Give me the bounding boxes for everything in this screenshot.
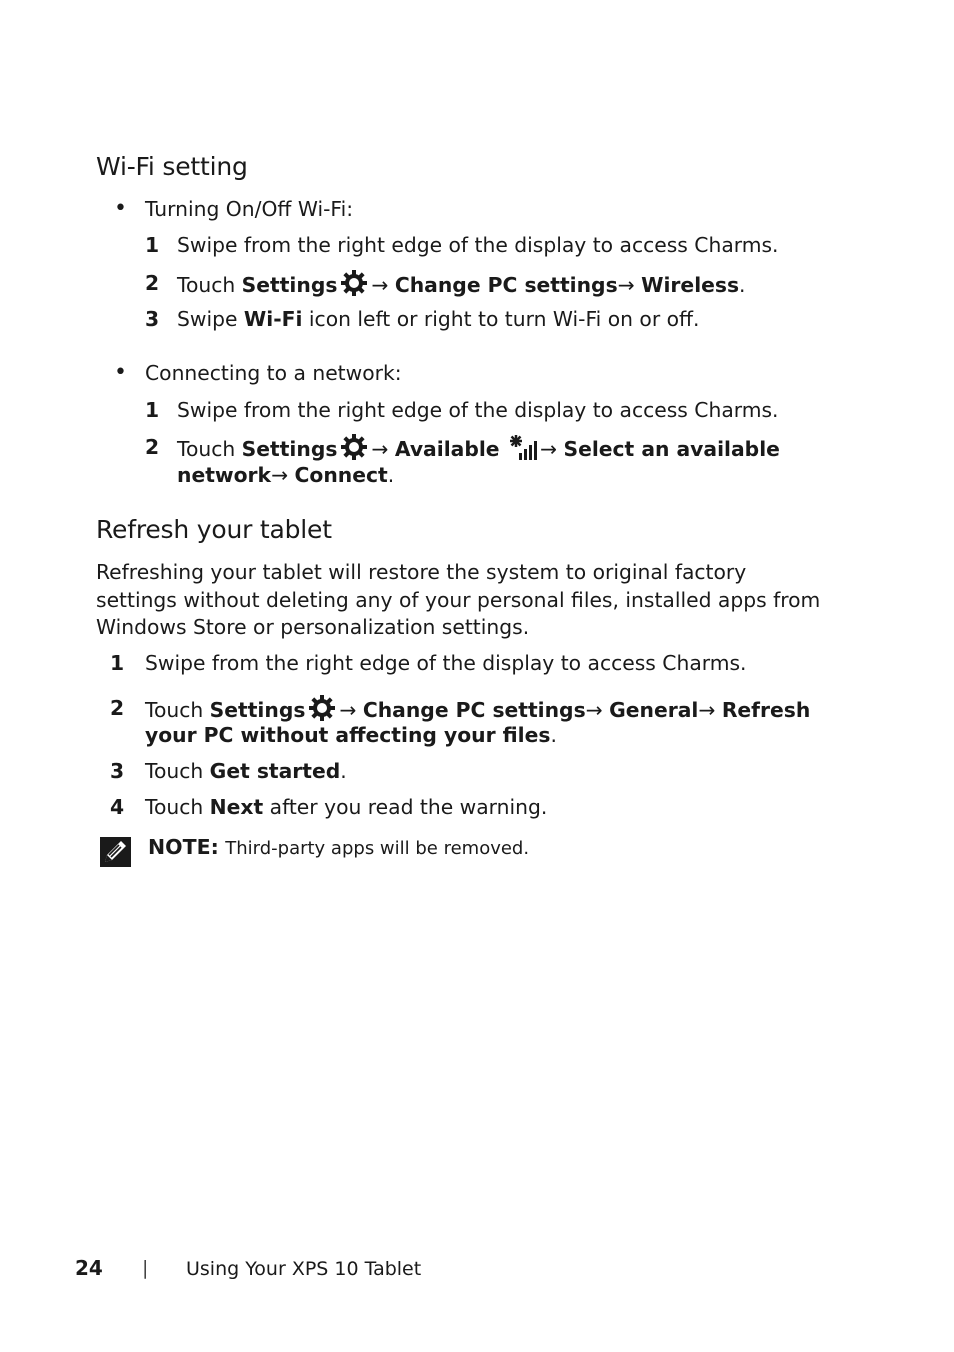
get-started-label: Get started	[209, 759, 341, 783]
step-number: 3	[145, 307, 160, 331]
step-text	[177, 433, 780, 463]
settings-label: Settings	[241, 437, 338, 461]
paragraph-line: settings without deleting any of your personal files, installed apps from	[96, 588, 821, 612]
arrow: →	[271, 463, 289, 487]
step-number: 3	[110, 759, 125, 783]
footer-title: Using Your XPS 10 Tablet	[186, 1258, 422, 1280]
touch-word: Touch	[177, 273, 236, 297]
arrow: →	[339, 698, 357, 722]
refresh-section-heading: Refresh your tablet	[96, 515, 332, 544]
step-rest: icon left or right to turn Wi-Fi on or off.	[308, 307, 700, 331]
note-pencil-icon	[100, 837, 131, 867]
step-text	[145, 757, 347, 785]
bullet-marker: •	[114, 196, 127, 221]
note	[148, 833, 529, 863]
refresh-label-continued: your PC without affecting your files	[145, 723, 551, 747]
footer-separator: |	[142, 1257, 149, 1279]
paragraph-line: Windows Store or personalization settings.	[96, 615, 530, 639]
step-text: Swipe from the right edge of the display to access Charms.	[177, 398, 779, 422]
arrow: →	[585, 698, 603, 722]
touch-word: Touch	[145, 795, 204, 819]
step-number: 1	[145, 233, 160, 257]
step-text: Swipe from the right edge of the display to access Charms.	[145, 651, 747, 675]
arrow: →	[698, 698, 716, 722]
period: .	[387, 463, 395, 487]
step-text	[177, 269, 746, 299]
arrow: →	[540, 437, 558, 461]
step-text-continued	[177, 461, 394, 489]
period: .	[340, 759, 347, 783]
step-text-continued	[145, 721, 557, 749]
touch-word: Touch	[145, 698, 204, 722]
available-label: Available	[394, 437, 500, 461]
wifi-signal-icon	[508, 433, 538, 461]
note-label: NOTE:	[148, 835, 219, 859]
bullet-label-turning: Turning On/Off Wi-Fi:	[145, 197, 354, 221]
change-pc-settings-label: Change PC settings	[362, 698, 586, 722]
period: .	[550, 723, 557, 747]
connect-label: Connect	[294, 463, 388, 487]
bullet-label-connecting: Connecting to a network:	[145, 361, 402, 385]
settings-label: Settings	[209, 698, 306, 722]
step-text: Swipe from the right edge of the display to access Charms.	[177, 233, 779, 257]
arrow: →	[371, 273, 389, 297]
step-text	[145, 793, 547, 821]
touch-word: Touch	[177, 437, 236, 461]
network-label: network	[177, 463, 272, 487]
step-text	[145, 694, 810, 724]
step-number: 4	[110, 795, 125, 819]
touch-word: Touch	[145, 759, 204, 783]
arrow: →	[617, 273, 635, 297]
step-number: 1	[110, 651, 125, 675]
step-number: 1	[145, 398, 160, 422]
step-number: 2	[145, 435, 160, 459]
gear-icon	[307, 694, 337, 722]
step-text	[177, 305, 699, 333]
page-number: 24	[75, 1256, 103, 1280]
step-rest: after you read the warning.	[269, 795, 548, 819]
wireless-label: Wireless	[641, 273, 740, 297]
arrow: →	[371, 437, 389, 461]
period: .	[739, 273, 746, 297]
swipe-word: Swipe	[177, 307, 238, 331]
step-number: 2	[145, 271, 160, 295]
gear-icon	[339, 433, 369, 461]
select-network-label: Select an available	[563, 437, 780, 461]
note-text: Third-party apps will be removed.	[225, 838, 530, 859]
refresh-label: Refresh	[721, 698, 811, 722]
general-label: General	[609, 698, 699, 722]
wifi-label: Wi-Fi	[243, 307, 303, 331]
paragraph-line: Refreshing your tablet will restore the system to original factory	[96, 560, 747, 584]
next-label: Next	[209, 795, 264, 819]
wifi-section-heading: Wi-Fi setting	[96, 152, 248, 181]
settings-label: Settings	[241, 273, 338, 297]
change-pc-settings-label: Change PC settings	[394, 273, 618, 297]
gear-icon	[339, 269, 369, 297]
bullet-marker: •	[114, 360, 127, 385]
step-number: 2	[110, 696, 125, 720]
